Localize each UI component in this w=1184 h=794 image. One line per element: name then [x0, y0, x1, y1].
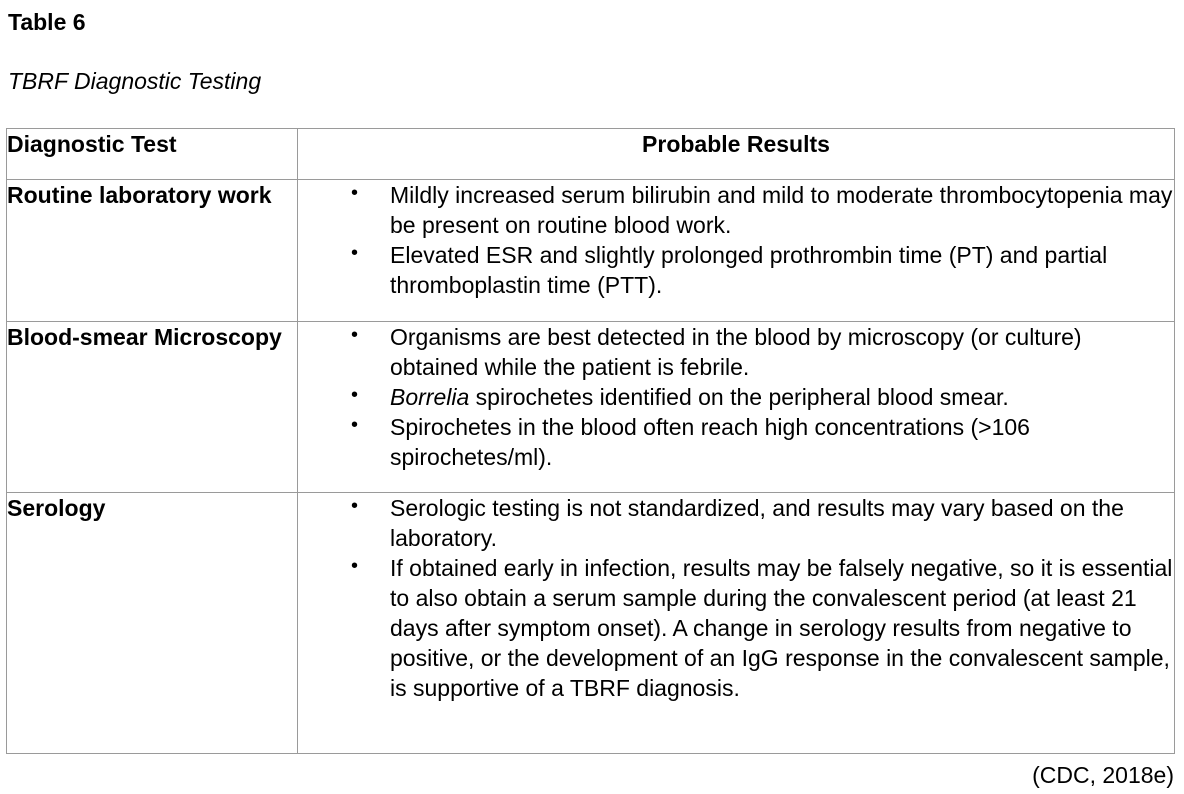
- table-label: Table 6: [8, 9, 86, 35]
- result-text: spirochetes identified on the peripheral blood smear.: [469, 384, 1009, 410]
- bullet-icon: •: [351, 384, 359, 406]
- results-cell: [298, 180, 1175, 322]
- diagnostic-table: [6, 128, 1175, 754]
- result-text: Spirochetes in the blood often reach high concentrations (>106 spirochetes/ml).: [390, 414, 1030, 470]
- bullet-icon: •: [351, 324, 359, 346]
- result-text: If obtained early in infection, results may be falsely negative, so it is essential to also obtain a serum sample during the convalescent period (at least 21 days after symptom onset). A change in serology results from negative to positive, or the development of an IgG response in the convalescent sample, is supportive of a TBRF diagnosis.: [390, 555, 1173, 701]
- citation: (CDC, 2018e): [1032, 762, 1174, 788]
- bullet-icon: •: [351, 182, 359, 204]
- header-row: [7, 129, 1175, 180]
- table-row: [7, 180, 1175, 322]
- test-name: Blood-smear Microscopy: [7, 322, 298, 493]
- organism-name: Borrelia: [390, 384, 470, 410]
- header-diagnostic-test: Diagnostic Test: [7, 129, 298, 180]
- result-text: Mildly increased serum bilirubin and mild to moderate thrombocytopenia may be present on routine blood work.: [390, 182, 1173, 238]
- list-item: [298, 412, 1174, 472]
- list-item: [298, 180, 1174, 240]
- table-row: [7, 493, 1175, 754]
- result-text: Elevated ESR and slightly prolonged prothrombin time (PT) and partial thromboplastin time (PTT).: [390, 242, 1108, 298]
- results-list: [298, 322, 1174, 472]
- bullet-icon: •: [351, 495, 359, 517]
- list-item: [298, 382, 1174, 412]
- list-item: [298, 553, 1174, 703]
- header-probable-results: Probable Results: [298, 129, 1175, 180]
- list-item: [298, 240, 1174, 300]
- list-item: [298, 493, 1174, 553]
- table-caption: TBRF Diagnostic Testing: [8, 68, 262, 94]
- table-row: [7, 322, 1175, 493]
- result-text: Organisms are best detected in the blood by microscopy (or culture) obtained while the patient is febrile.: [390, 324, 1082, 380]
- bullet-icon: •: [351, 242, 359, 264]
- results-list: [298, 180, 1174, 300]
- test-name: Serology: [7, 493, 298, 754]
- results-cell: [298, 322, 1175, 493]
- results-list: [298, 493, 1174, 703]
- bullet-icon: •: [351, 414, 359, 436]
- bullet-icon: •: [351, 555, 359, 577]
- list-item: [298, 322, 1174, 382]
- results-cell: [298, 493, 1175, 754]
- test-name: Routine laboratory work: [7, 180, 298, 322]
- result-text: Serologic testing is not standardized, and results may vary based on the laboratory.: [390, 495, 1124, 551]
